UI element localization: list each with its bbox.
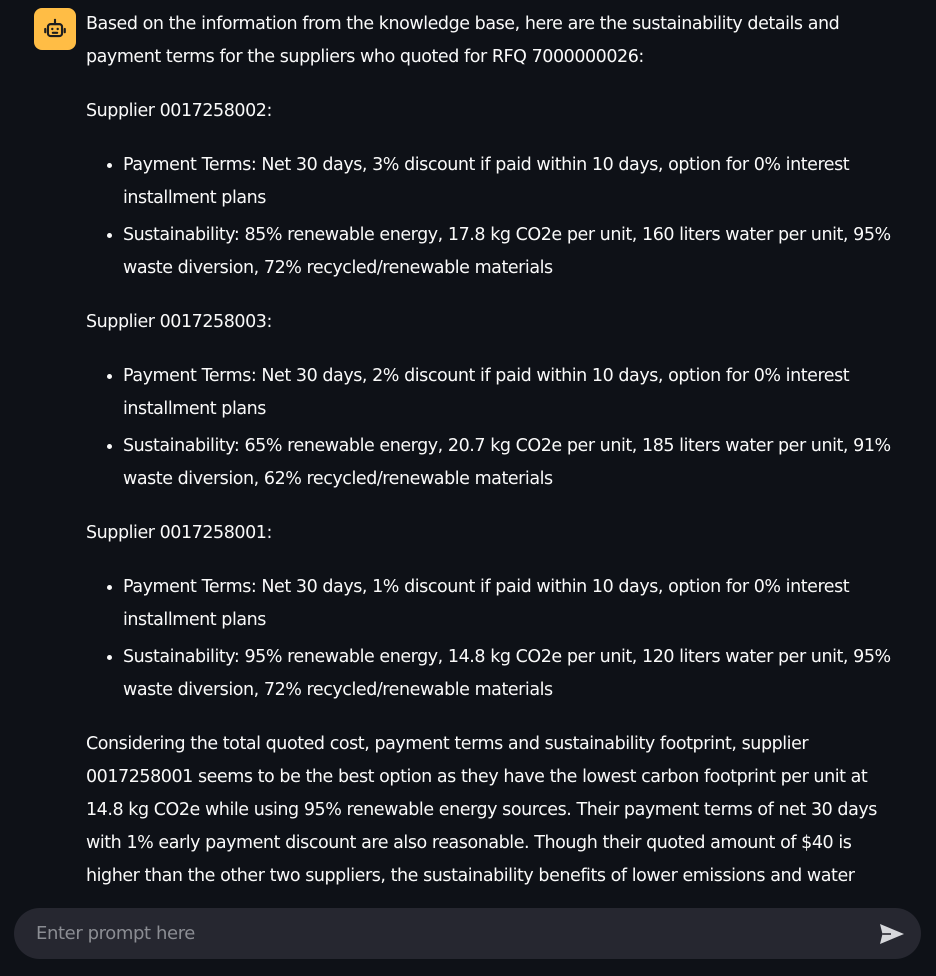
assistant-avatar xyxy=(34,8,76,50)
payment-terms-item: • Payment Terms: Net 30 days, 1% discount if paid within 10 days, option for 0% interest installment plans xyxy=(123,571,901,637)
message-intro: Based on the information from the knowledge base, here are the sustainability details and payment terms for the suppliers who quoted for RFQ 7000000026: xyxy=(86,14,840,67)
supplier-heading: Supplier 0017258002: xyxy=(86,101,272,121)
supplier-details-list xyxy=(86,360,901,496)
supplier-heading: Supplier 0017258003: xyxy=(86,312,272,332)
supplier-details-list xyxy=(86,149,901,285)
payment-terms-item: • Payment Terms: Net 30 days, 2% discount if paid within 10 days, option for 0% interest installment plans xyxy=(123,360,901,426)
payment-terms-item: • Payment Terms: Net 30 days, 3% discount if paid within 10 days, option for 0% interest installment plans xyxy=(123,149,901,215)
supplier-details-list xyxy=(86,571,901,707)
message-conclusion: Considering the total quoted cost, payment terms and sustainability footprint, supplier 0017258001 seems to be the best option as they have the lowest carbon footprint per unit at 14.8 kg CO2e while using 95% renewable energy sources. Their payment terms of net 30 days with 1% early payment discount are also reasonable. Though their quoted amount of $40 is higher than the other two suppliers, the sustainability benefits of lower emissions and water xyxy=(86,734,877,886)
sustainability-item: • Sustainability: 85% renewable energy, 17.8 kg CO2e per unit, 160 liters water per unit, 95% waste diversion, 72% recycled/renewable materials xyxy=(123,219,901,285)
prompt-input[interactable] xyxy=(14,922,877,945)
chat-input-bar xyxy=(14,908,921,959)
sustainability-item: • Sustainability: 95% renewable energy, 14.8 kg CO2e per unit, 120 liters water per unit, 95% waste diversion, 72% recycled/renewable materials xyxy=(123,641,901,707)
message-content xyxy=(86,8,901,895)
sustainability-item: • Sustainability: 65% renewable energy, 20.7 kg CO2e per unit, 185 liters water per unit, 91% waste diversion, 62% recycled/renewable materials xyxy=(123,430,901,496)
send-button[interactable] xyxy=(877,919,907,949)
robot-icon xyxy=(42,16,68,42)
send-icon xyxy=(879,923,905,945)
supplier-heading: Supplier 0017258001: xyxy=(86,523,272,543)
